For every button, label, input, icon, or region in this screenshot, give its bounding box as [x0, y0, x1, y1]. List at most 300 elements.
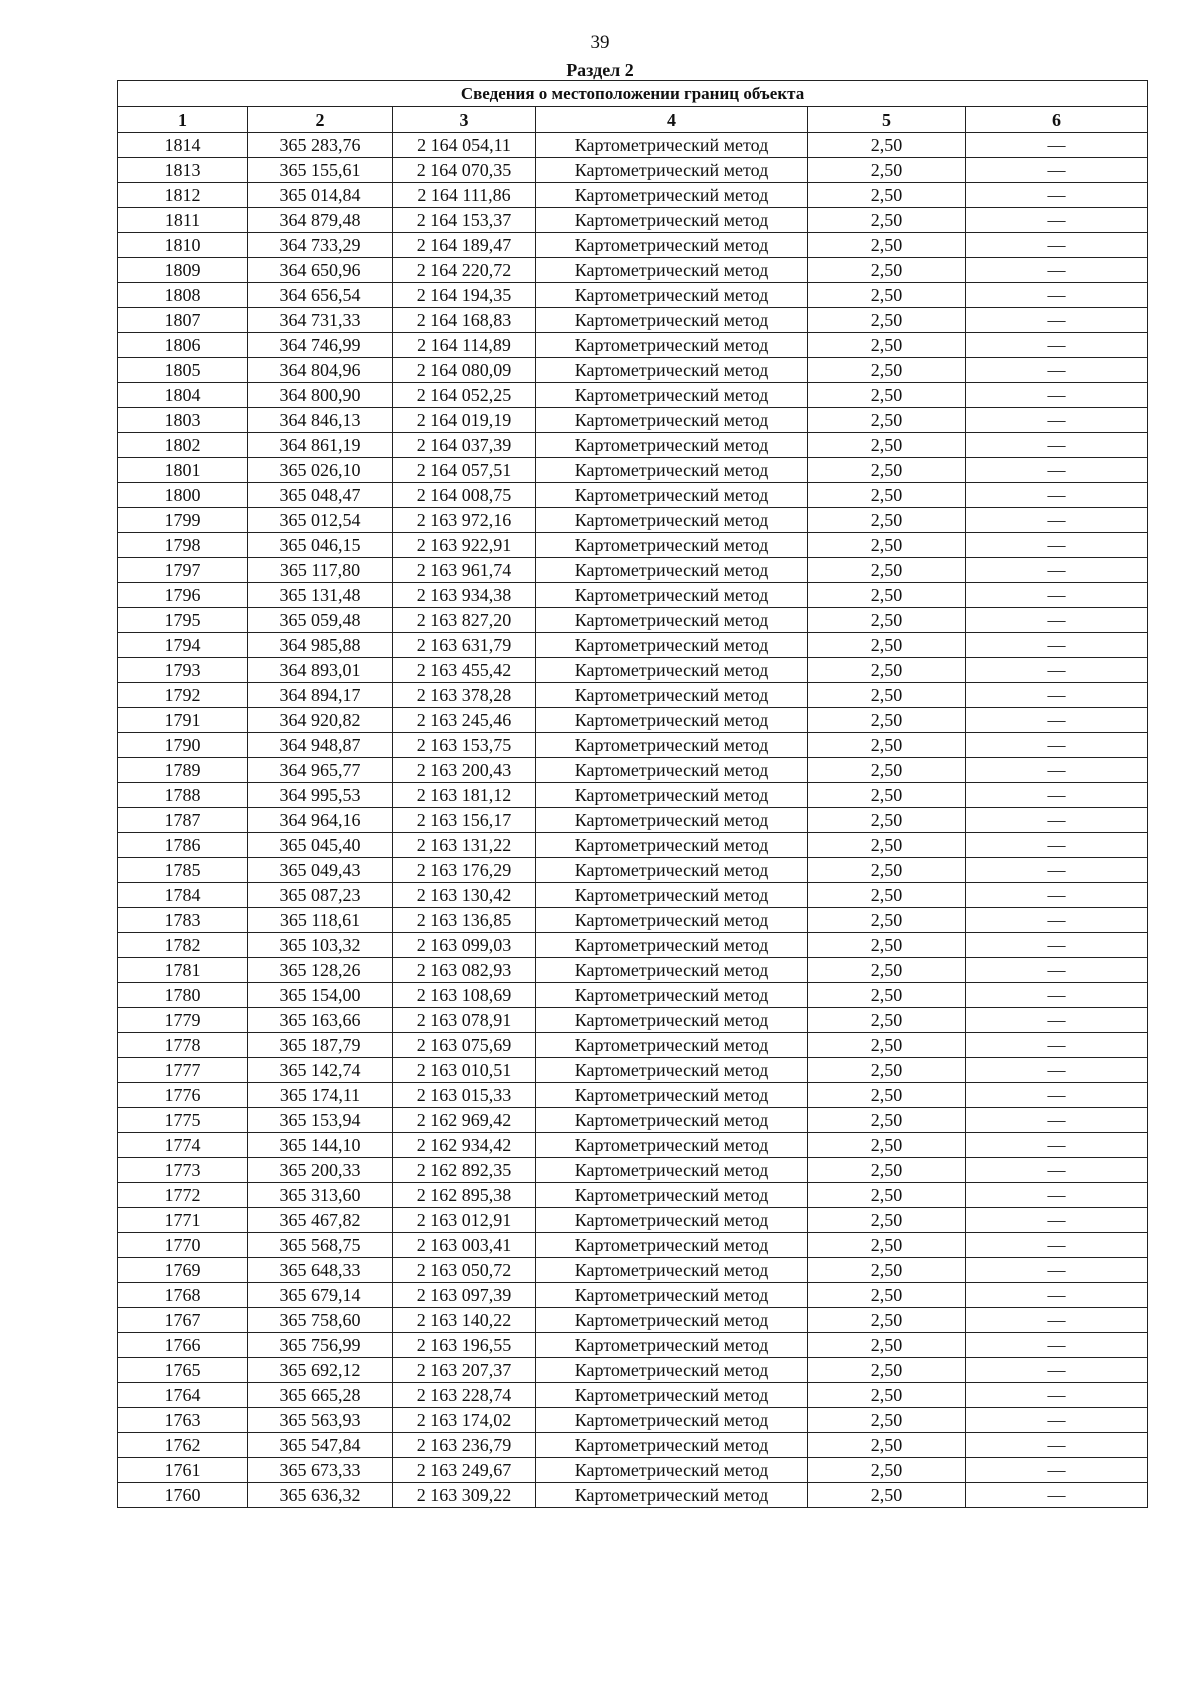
- point-number-cell: 1801: [118, 458, 248, 483]
- x-coordinate-cell: 365 014,84: [248, 183, 393, 208]
- x-coordinate-cell: 365 187,79: [248, 1033, 393, 1058]
- accuracy-cell: 2,50: [808, 1283, 966, 1308]
- accuracy-cell: 2,50: [808, 1108, 966, 1133]
- y-coordinate-cell: 2 164 189,47: [393, 233, 536, 258]
- column-number-row: [118, 107, 1148, 133]
- y-coordinate-cell: 2 162 969,42: [393, 1108, 536, 1133]
- x-coordinate-cell: 365 131,48: [248, 583, 393, 608]
- point-number-cell: 1777: [118, 1058, 248, 1083]
- description-cell: —: [966, 908, 1148, 933]
- point-number-cell: 1782: [118, 933, 248, 958]
- table-row: [118, 1083, 1148, 1108]
- point-number-cell: 1793: [118, 658, 248, 683]
- y-coordinate-cell: 2 163 099,03: [393, 933, 536, 958]
- table-row: [118, 708, 1148, 733]
- accuracy-cell: 2,50: [808, 1233, 966, 1258]
- table-row: [118, 1058, 1148, 1083]
- accuracy-cell: 2,50: [808, 483, 966, 508]
- point-number-cell: 1802: [118, 433, 248, 458]
- table-row: [118, 458, 1148, 483]
- accuracy-cell: 2,50: [808, 308, 966, 333]
- table-row: [118, 1283, 1148, 1308]
- y-coordinate-cell: 2 164 037,39: [393, 433, 536, 458]
- y-coordinate-cell: 2 164 052,25: [393, 383, 536, 408]
- x-coordinate-cell: 364 985,88: [248, 633, 393, 658]
- table-row: [118, 1433, 1148, 1458]
- method-cell: Картометрический метод: [536, 1408, 808, 1433]
- x-coordinate-cell: 365 012,54: [248, 508, 393, 533]
- method-cell: Картометрический метод: [536, 358, 808, 383]
- y-coordinate-cell: 2 163 153,75: [393, 733, 536, 758]
- accuracy-cell: 2,50: [808, 1158, 966, 1183]
- point-number-cell: 1807: [118, 308, 248, 333]
- x-coordinate-cell: 365 103,32: [248, 933, 393, 958]
- point-number-cell: 1787: [118, 808, 248, 833]
- x-coordinate-cell: 365 046,15: [248, 533, 393, 558]
- description-cell: —: [966, 1408, 1148, 1433]
- accuracy-cell: 2,50: [808, 133, 966, 158]
- description-cell: —: [966, 208, 1148, 233]
- point-number-cell: 1809: [118, 258, 248, 283]
- column-number: 1: [118, 107, 248, 133]
- method-cell: Картометрический метод: [536, 233, 808, 258]
- point-number-cell: 1790: [118, 733, 248, 758]
- method-cell: Картометрический метод: [536, 1358, 808, 1383]
- point-number-cell: 1768: [118, 1283, 248, 1308]
- description-cell: —: [966, 1008, 1148, 1033]
- table-row: [118, 733, 1148, 758]
- method-cell: Картометрический метод: [536, 1308, 808, 1333]
- point-number-cell: 1811: [118, 208, 248, 233]
- y-coordinate-cell: 2 164 080,09: [393, 358, 536, 383]
- point-number-cell: 1762: [118, 1433, 248, 1458]
- x-coordinate-cell: 364 733,29: [248, 233, 393, 258]
- point-number-cell: 1766: [118, 1333, 248, 1358]
- column-number: 3: [393, 107, 536, 133]
- description-cell: —: [966, 433, 1148, 458]
- method-cell: Картометрический метод: [536, 1033, 808, 1058]
- point-number-cell: 1776: [118, 1083, 248, 1108]
- y-coordinate-cell: 2 163 181,12: [393, 783, 536, 808]
- description-cell: —: [966, 1183, 1148, 1208]
- method-cell: Картометрический метод: [536, 208, 808, 233]
- description-cell: —: [966, 1033, 1148, 1058]
- y-coordinate-cell: 2 164 194,35: [393, 283, 536, 308]
- accuracy-cell: 2,50: [808, 858, 966, 883]
- method-cell: Картометрический метод: [536, 333, 808, 358]
- description-cell: —: [966, 958, 1148, 983]
- point-number-cell: 1797: [118, 558, 248, 583]
- table-row: [118, 1258, 1148, 1283]
- description-cell: —: [966, 683, 1148, 708]
- y-coordinate-cell: 2 163 200,43: [393, 758, 536, 783]
- description-cell: —: [966, 183, 1148, 208]
- method-cell: Картометрический метод: [536, 858, 808, 883]
- x-coordinate-cell: 365 636,32: [248, 1483, 393, 1508]
- point-number-cell: 1795: [118, 608, 248, 633]
- description-cell: —: [966, 1333, 1148, 1358]
- x-coordinate-cell: 365 665,28: [248, 1383, 393, 1408]
- method-cell: Картометрический метод: [536, 908, 808, 933]
- point-number-cell: 1798: [118, 533, 248, 558]
- x-coordinate-cell: 364 861,19: [248, 433, 393, 458]
- accuracy-cell: 2,50: [808, 883, 966, 908]
- table-row: [118, 1158, 1148, 1183]
- table-row: [118, 983, 1148, 1008]
- x-coordinate-cell: 365 048,47: [248, 483, 393, 508]
- x-coordinate-cell: 364 650,96: [248, 258, 393, 283]
- table-row: [118, 608, 1148, 633]
- method-cell: Картометрический метод: [536, 1483, 808, 1508]
- point-number-cell: 1778: [118, 1033, 248, 1058]
- description-cell: —: [966, 258, 1148, 283]
- description-cell: —: [966, 758, 1148, 783]
- table-row: [118, 1008, 1148, 1033]
- table-row: [118, 958, 1148, 983]
- table-row: [118, 1208, 1148, 1233]
- accuracy-cell: 2,50: [808, 1008, 966, 1033]
- y-coordinate-cell: 2 163 130,42: [393, 883, 536, 908]
- method-cell: Картометрический метод: [536, 308, 808, 333]
- y-coordinate-cell: 2 163 196,55: [393, 1333, 536, 1358]
- accuracy-cell: 2,50: [808, 508, 966, 533]
- section-title: Раздел 2: [566, 60, 634, 80]
- description-cell: —: [966, 508, 1148, 533]
- method-cell: Картометрический метод: [536, 958, 808, 983]
- table-row: [118, 933, 1148, 958]
- point-number-cell: 1770: [118, 1233, 248, 1258]
- method-cell: Картометрический метод: [536, 1008, 808, 1033]
- accuracy-cell: 2,50: [808, 258, 966, 283]
- method-cell: Картометрический метод: [536, 283, 808, 308]
- y-coordinate-cell: 2 163 176,29: [393, 858, 536, 883]
- method-cell: Картометрический метод: [536, 158, 808, 183]
- accuracy-cell: 2,50: [808, 1258, 966, 1283]
- point-number-cell: 1760: [118, 1483, 248, 1508]
- table-row: [118, 1133, 1148, 1158]
- y-coordinate-cell: 2 164 153,37: [393, 208, 536, 233]
- table-row: [118, 258, 1148, 283]
- y-coordinate-cell: 2 163 174,02: [393, 1408, 536, 1433]
- accuracy-cell: 2,50: [808, 408, 966, 433]
- y-coordinate-cell: 2 163 136,85: [393, 908, 536, 933]
- description-cell: —: [966, 1058, 1148, 1083]
- method-cell: Картометрический метод: [536, 883, 808, 908]
- x-coordinate-cell: 365 128,26: [248, 958, 393, 983]
- table-row: [118, 133, 1148, 158]
- column-number: 4: [536, 107, 808, 133]
- method-cell: Картометрический метод: [536, 258, 808, 283]
- y-coordinate-cell: 2 162 895,38: [393, 1183, 536, 1208]
- x-coordinate-cell: 365 118,61: [248, 908, 393, 933]
- method-cell: Картометрический метод: [536, 1333, 808, 1358]
- accuracy-cell: 2,50: [808, 283, 966, 308]
- description-cell: —: [966, 808, 1148, 833]
- method-cell: Картометрический метод: [536, 558, 808, 583]
- method-cell: Картометрический метод: [536, 658, 808, 683]
- x-coordinate-cell: 365 283,76: [248, 133, 393, 158]
- method-cell: Картометрический метод: [536, 433, 808, 458]
- x-coordinate-cell: 365 756,99: [248, 1333, 393, 1358]
- x-coordinate-cell: 364 800,90: [248, 383, 393, 408]
- description-cell: —: [966, 1308, 1148, 1333]
- table-row: [118, 883, 1148, 908]
- accuracy-cell: 2,50: [808, 333, 966, 358]
- description-cell: —: [966, 1108, 1148, 1133]
- y-coordinate-cell: 2 164 220,72: [393, 258, 536, 283]
- table-row: [118, 858, 1148, 883]
- method-cell: Картометрический метод: [536, 1208, 808, 1233]
- y-coordinate-cell: 2 164 057,51: [393, 458, 536, 483]
- accuracy-cell: 2,50: [808, 383, 966, 408]
- table-row: [118, 658, 1148, 683]
- y-coordinate-cell: 2 163 097,39: [393, 1283, 536, 1308]
- x-coordinate-cell: 364 846,13: [248, 408, 393, 433]
- x-coordinate-cell: 365 673,33: [248, 1458, 393, 1483]
- y-coordinate-cell: 2 163 082,93: [393, 958, 536, 983]
- x-coordinate-cell: 365 313,60: [248, 1183, 393, 1208]
- x-coordinate-cell: 365 155,61: [248, 158, 393, 183]
- description-cell: —: [966, 308, 1148, 333]
- y-coordinate-cell: 2 163 455,42: [393, 658, 536, 683]
- point-number-cell: 1813: [118, 158, 248, 183]
- accuracy-cell: 2,50: [808, 1133, 966, 1158]
- table-row: [118, 1233, 1148, 1258]
- method-cell: Картометрический метод: [536, 1233, 808, 1258]
- method-cell: Картометрический метод: [536, 608, 808, 633]
- description-cell: —: [966, 783, 1148, 808]
- y-coordinate-cell: 2 162 892,35: [393, 1158, 536, 1183]
- description-cell: —: [966, 1433, 1148, 1458]
- description-cell: —: [966, 658, 1148, 683]
- point-number-cell: 1805: [118, 358, 248, 383]
- point-number-cell: 1799: [118, 508, 248, 533]
- y-coordinate-cell: 2 163 228,74: [393, 1383, 536, 1408]
- x-coordinate-cell: 365 045,40: [248, 833, 393, 858]
- y-coordinate-cell: 2 163 972,16: [393, 508, 536, 533]
- accuracy-cell: 2,50: [808, 933, 966, 958]
- x-coordinate-cell: 365 679,14: [248, 1283, 393, 1308]
- point-number-cell: 1779: [118, 1008, 248, 1033]
- y-coordinate-cell: 2 163 156,17: [393, 808, 536, 833]
- accuracy-cell: 2,50: [808, 733, 966, 758]
- table-row: [118, 183, 1148, 208]
- method-cell: Картометрический метод: [536, 1133, 808, 1158]
- table-row: [118, 1383, 1148, 1408]
- table-row: [118, 358, 1148, 383]
- method-cell: Картометрический метод: [536, 733, 808, 758]
- x-coordinate-cell: 365 154,00: [248, 983, 393, 1008]
- table-row: [118, 433, 1148, 458]
- description-cell: —: [966, 733, 1148, 758]
- accuracy-cell: 2,50: [808, 183, 966, 208]
- method-cell: Картометрический метод: [536, 408, 808, 433]
- point-number-cell: 1765: [118, 1358, 248, 1383]
- method-cell: Картометрический метод: [536, 383, 808, 408]
- method-cell: Картометрический метод: [536, 708, 808, 733]
- y-coordinate-cell: 2 163 245,46: [393, 708, 536, 733]
- x-coordinate-cell: 364 804,96: [248, 358, 393, 383]
- y-coordinate-cell: 2 163 207,37: [393, 1358, 536, 1383]
- point-number-cell: 1774: [118, 1133, 248, 1158]
- y-coordinate-cell: 2 163 003,41: [393, 1233, 536, 1258]
- table-row: [118, 408, 1148, 433]
- x-coordinate-cell: 364 879,48: [248, 208, 393, 233]
- x-coordinate-cell: 365 059,48: [248, 608, 393, 633]
- method-cell: Картометрический метод: [536, 633, 808, 658]
- method-cell: Картометрический метод: [536, 1183, 808, 1208]
- description-cell: —: [966, 1283, 1148, 1308]
- point-number-cell: 1789: [118, 758, 248, 783]
- accuracy-cell: 2,50: [808, 1408, 966, 1433]
- y-coordinate-cell: 2 162 934,42: [393, 1133, 536, 1158]
- x-coordinate-cell: 365 547,84: [248, 1433, 393, 1458]
- description-cell: —: [966, 858, 1148, 883]
- x-coordinate-cell: 364 894,17: [248, 683, 393, 708]
- table-row: [118, 1408, 1148, 1433]
- description-cell: —: [966, 333, 1148, 358]
- table-row: [118, 483, 1148, 508]
- y-coordinate-cell: 2 163 012,91: [393, 1208, 536, 1233]
- column-number: 6: [966, 107, 1148, 133]
- point-number-cell: 1803: [118, 408, 248, 433]
- description-cell: —: [966, 608, 1148, 633]
- y-coordinate-cell: 2 164 019,19: [393, 408, 536, 433]
- description-cell: —: [966, 558, 1148, 583]
- x-coordinate-cell: 365 142,74: [248, 1058, 393, 1083]
- accuracy-cell: 2,50: [808, 708, 966, 733]
- page-number: 39: [590, 32, 610, 53]
- description-cell: —: [966, 1208, 1148, 1233]
- table-row: [118, 1358, 1148, 1383]
- description-cell: —: [966, 1383, 1148, 1408]
- x-coordinate-cell: 364 965,77: [248, 758, 393, 783]
- description-cell: —: [966, 408, 1148, 433]
- accuracy-cell: 2,50: [808, 233, 966, 258]
- method-cell: Картометрический метод: [536, 1258, 808, 1283]
- x-coordinate-cell: 364 964,16: [248, 808, 393, 833]
- accuracy-cell: 2,50: [808, 1333, 966, 1358]
- description-cell: —: [966, 1133, 1148, 1158]
- point-number-cell: 1794: [118, 633, 248, 658]
- x-coordinate-cell: 365 758,60: [248, 1308, 393, 1333]
- method-cell: Картометрический метод: [536, 1433, 808, 1458]
- accuracy-cell: 2,50: [808, 1383, 966, 1408]
- table-row: [118, 383, 1148, 408]
- description-cell: —: [966, 533, 1148, 558]
- point-number-cell: 1791: [118, 708, 248, 733]
- boundary-coordinates-table: [117, 80, 1148, 1508]
- accuracy-cell: 2,50: [808, 983, 966, 1008]
- method-cell: Картометрический метод: [536, 1458, 808, 1483]
- description-cell: —: [966, 883, 1148, 908]
- table-row: [118, 908, 1148, 933]
- accuracy-cell: 2,50: [808, 658, 966, 683]
- y-coordinate-cell: 2 164 054,11: [393, 133, 536, 158]
- x-coordinate-cell: 365 153,94: [248, 1108, 393, 1133]
- table-row: [118, 808, 1148, 833]
- method-cell: Картометрический метод: [536, 1283, 808, 1308]
- y-coordinate-cell: 2 163 075,69: [393, 1033, 536, 1058]
- accuracy-cell: 2,50: [808, 608, 966, 633]
- column-number: 2: [248, 107, 393, 133]
- description-cell: —: [966, 833, 1148, 858]
- y-coordinate-cell: 2 163 249,67: [393, 1458, 536, 1483]
- description-cell: —: [966, 1158, 1148, 1183]
- accuracy-cell: 2,50: [808, 833, 966, 858]
- description-cell: —: [966, 383, 1148, 408]
- y-coordinate-cell: 2 163 108,69: [393, 983, 536, 1008]
- x-coordinate-cell: 365 049,43: [248, 858, 393, 883]
- point-number-cell: 1808: [118, 283, 248, 308]
- table-row: [118, 758, 1148, 783]
- y-coordinate-cell: 2 163 050,72: [393, 1258, 536, 1283]
- point-number-cell: 1775: [118, 1108, 248, 1133]
- point-number-cell: 1804: [118, 383, 248, 408]
- accuracy-cell: 2,50: [808, 1358, 966, 1383]
- accuracy-cell: 2,50: [808, 358, 966, 383]
- description-cell: —: [966, 983, 1148, 1008]
- method-cell: Картометрический метод: [536, 833, 808, 858]
- accuracy-cell: 2,50: [808, 783, 966, 808]
- x-coordinate-cell: 364 746,99: [248, 333, 393, 358]
- method-cell: Картометрический метод: [536, 783, 808, 808]
- y-coordinate-cell: 2 163 140,22: [393, 1308, 536, 1333]
- point-number-cell: 1772: [118, 1183, 248, 1208]
- description-cell: —: [966, 233, 1148, 258]
- point-number-cell: 1784: [118, 883, 248, 908]
- x-coordinate-cell: 365 026,10: [248, 458, 393, 483]
- method-cell: Картометрический метод: [536, 1158, 808, 1183]
- accuracy-cell: 2,50: [808, 1083, 966, 1108]
- accuracy-cell: 2,50: [808, 1183, 966, 1208]
- method-cell: Картометрический метод: [536, 1108, 808, 1133]
- description-cell: —: [966, 1483, 1148, 1508]
- description-cell: —: [966, 633, 1148, 658]
- accuracy-cell: 2,50: [808, 208, 966, 233]
- table-body: [118, 133, 1148, 1508]
- accuracy-cell: 2,50: [808, 1208, 966, 1233]
- description-cell: —: [966, 283, 1148, 308]
- accuracy-cell: 2,50: [808, 808, 966, 833]
- y-coordinate-cell: 2 163 309,22: [393, 1483, 536, 1508]
- point-number-cell: 1761: [118, 1458, 248, 1483]
- table-row: [118, 583, 1148, 608]
- y-coordinate-cell: 2 164 168,83: [393, 308, 536, 333]
- description-cell: —: [966, 133, 1148, 158]
- accuracy-cell: 2,50: [808, 1433, 966, 1458]
- table-row: [118, 233, 1148, 258]
- point-number-cell: 1771: [118, 1208, 248, 1233]
- method-cell: Картометрический метод: [536, 1058, 808, 1083]
- point-number-cell: 1800: [118, 483, 248, 508]
- x-coordinate-cell: 364 995,53: [248, 783, 393, 808]
- point-number-cell: 1780: [118, 983, 248, 1008]
- table-row: [118, 158, 1148, 183]
- table-row: [118, 208, 1148, 233]
- y-coordinate-cell: 2 164 111,86: [393, 183, 536, 208]
- method-cell: Картометрический метод: [536, 183, 808, 208]
- method-cell: Картометрический метод: [536, 133, 808, 158]
- x-coordinate-cell: 364 920,82: [248, 708, 393, 733]
- table-row: [118, 283, 1148, 308]
- table-row: [118, 1108, 1148, 1133]
- x-coordinate-cell: 365 200,33: [248, 1158, 393, 1183]
- method-cell: Картометрический метод: [536, 1383, 808, 1408]
- point-number-cell: 1792: [118, 683, 248, 708]
- accuracy-cell: 2,50: [808, 533, 966, 558]
- y-coordinate-cell: 2 163 922,91: [393, 533, 536, 558]
